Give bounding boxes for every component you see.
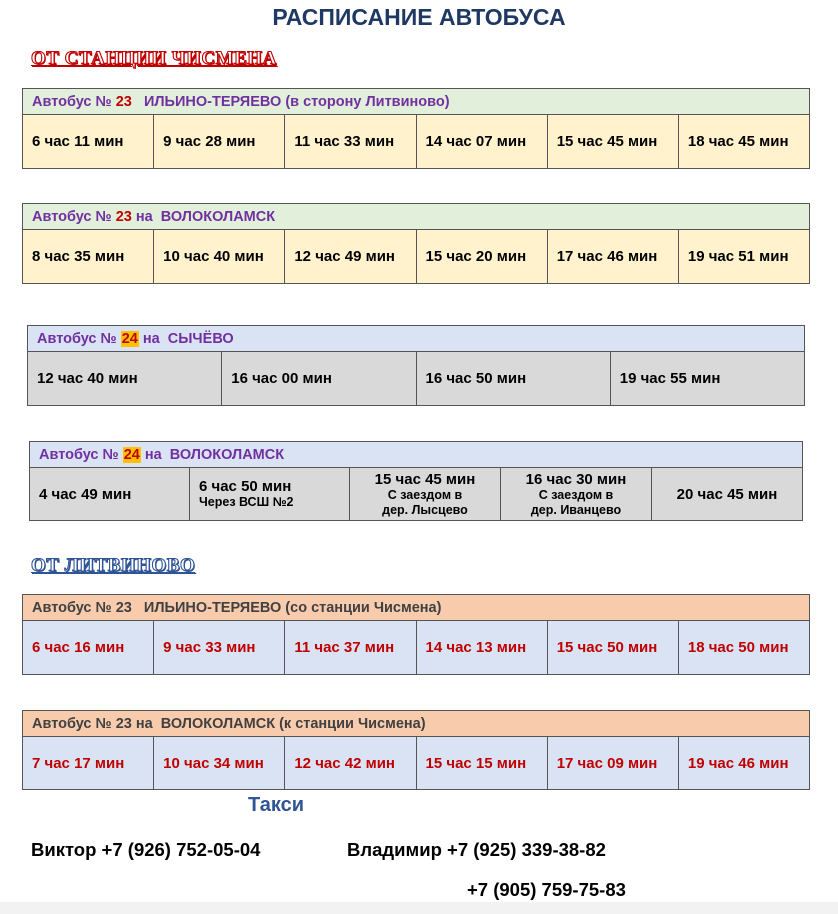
- page-bottom-bar: [0, 902, 838, 914]
- departure-time: 11 час 37 мин: [285, 621, 416, 674]
- departure-time: 14 час 13 мин: [417, 621, 548, 674]
- route-header: Автобус № 23 ИЛЬИНО-ТЕРЯЕВО (со станции Чисмена): [23, 595, 809, 621]
- departure-time: 12 час 42 мин: [285, 737, 416, 789]
- departure-time: 9 час 28 мин: [154, 115, 285, 168]
- departure-time: 11 час 33 мин: [285, 115, 416, 168]
- departure-time: 15 час 45 мин: [548, 115, 679, 168]
- departure-time: 18 час 50 мин: [679, 621, 809, 674]
- route-header: Автобус № 23 ИЛЬИНО-ТЕРЯЕВО (в сторону Литвиново): [23, 89, 809, 115]
- departure-time: 15 час 45 мин С заездом в дер. Лысцево: [350, 468, 501, 520]
- taxi-heading: Такси: [248, 794, 305, 816]
- departure-time: 4 час 49 мин: [30, 468, 190, 520]
- departure-time: 16 час 50 мин: [417, 352, 611, 405]
- route-24-sychevo: [27, 325, 805, 406]
- route-note: Через ВСШ №2: [199, 495, 294, 509]
- departure-time: 20 час 45 мин: [652, 468, 802, 520]
- route-24-volokolamsk: [29, 441, 803, 521]
- route-number: 24: [121, 330, 138, 347]
- departure-times: [23, 230, 809, 283]
- departure-time: 19 час 55 мин: [611, 352, 804, 405]
- route-23-from-litvinovo: [22, 594, 810, 675]
- departure-time: 9 час 33 мин: [154, 621, 285, 674]
- page-title: РАСПИСАНИЕ АВТОБУСА: [272, 4, 566, 30]
- route-header: Автобус № 23 на ВОЛОКОЛАМСК: [23, 204, 809, 230]
- departure-time: 15 час 20 мин: [417, 230, 548, 283]
- route-note: дер. Лысцево: [382, 502, 468, 517]
- departure-times: [23, 115, 809, 168]
- departure-time: 10 час 34 мин: [154, 737, 285, 789]
- departure-times: [30, 468, 802, 520]
- departure-times: [28, 352, 804, 405]
- route-header: Автобус № 24 на СЫЧЁВО: [28, 326, 804, 352]
- taxi-contact-viktor: Виктор +7 (926) 752-05-04: [31, 839, 261, 860]
- departure-time: 6 час 11 мин: [23, 115, 154, 168]
- departure-time: 15 час 15 мин: [417, 737, 548, 789]
- route-number: 23: [115, 208, 132, 225]
- departure-time: 18 час 45 мин: [679, 115, 809, 168]
- departure-time: 7 час 17 мин: [23, 737, 154, 789]
- route-note: дер. Иванцево: [530, 502, 622, 517]
- route-header: Автобус № 24 на ВОЛОКОЛАМСК: [30, 442, 802, 468]
- departure-time: 19 час 46 мин: [679, 737, 809, 789]
- route-23-volokolamsk-from-litvinovo: [22, 710, 810, 790]
- departure-time: 14 час 07 мин: [417, 115, 548, 168]
- route-23-ilino-teryaevo: [22, 88, 810, 169]
- route-note: С заездом в: [387, 487, 463, 502]
- departure-time: 17 час 46 мин: [548, 230, 679, 283]
- departure-time: 12 час 40 мин: [28, 352, 222, 405]
- departure-time: 16 час 30 мин С заездом в дер. Иванцево: [501, 468, 652, 520]
- section-heading-chismena: ОТ СТАНЦИИ ЧИСМЕНА: [31, 48, 277, 69]
- route-number: 23: [115, 93, 132, 110]
- route-23-volokolamsk: [22, 203, 810, 284]
- departure-time: 8 час 35 мин: [23, 230, 154, 283]
- route-header: Автобус № 23 на ВОЛОКОЛАМСК (к станции Чисмена): [23, 711, 809, 737]
- departure-time: 12 час 49 мин: [285, 230, 416, 283]
- departure-time: 16 час 00 мин: [222, 352, 416, 405]
- taxi-contact-vladimir: Владимир +7 (925) 339-38-82: [347, 839, 606, 860]
- section-heading-litvinovo: ОТ ЛИТВИНОВО: [31, 555, 196, 576]
- route-number: 24: [123, 446, 140, 463]
- departure-time: 19 час 51 мин: [679, 230, 809, 283]
- departure-times: [23, 737, 809, 789]
- departure-time: 17 час 09 мин: [548, 737, 679, 789]
- route-note: С заездом в: [538, 487, 614, 502]
- departure-time: 6 час 50 мин Через ВСШ №2: [190, 468, 350, 520]
- departure-time: 10 час 40 мин: [154, 230, 285, 283]
- departure-time: 6 час 16 мин: [23, 621, 154, 674]
- departure-time: 15 час 50 мин: [548, 621, 679, 674]
- departure-times: [23, 621, 809, 674]
- taxi-contact-vladimir-alt: +7 (905) 759-75-83: [467, 879, 626, 900]
